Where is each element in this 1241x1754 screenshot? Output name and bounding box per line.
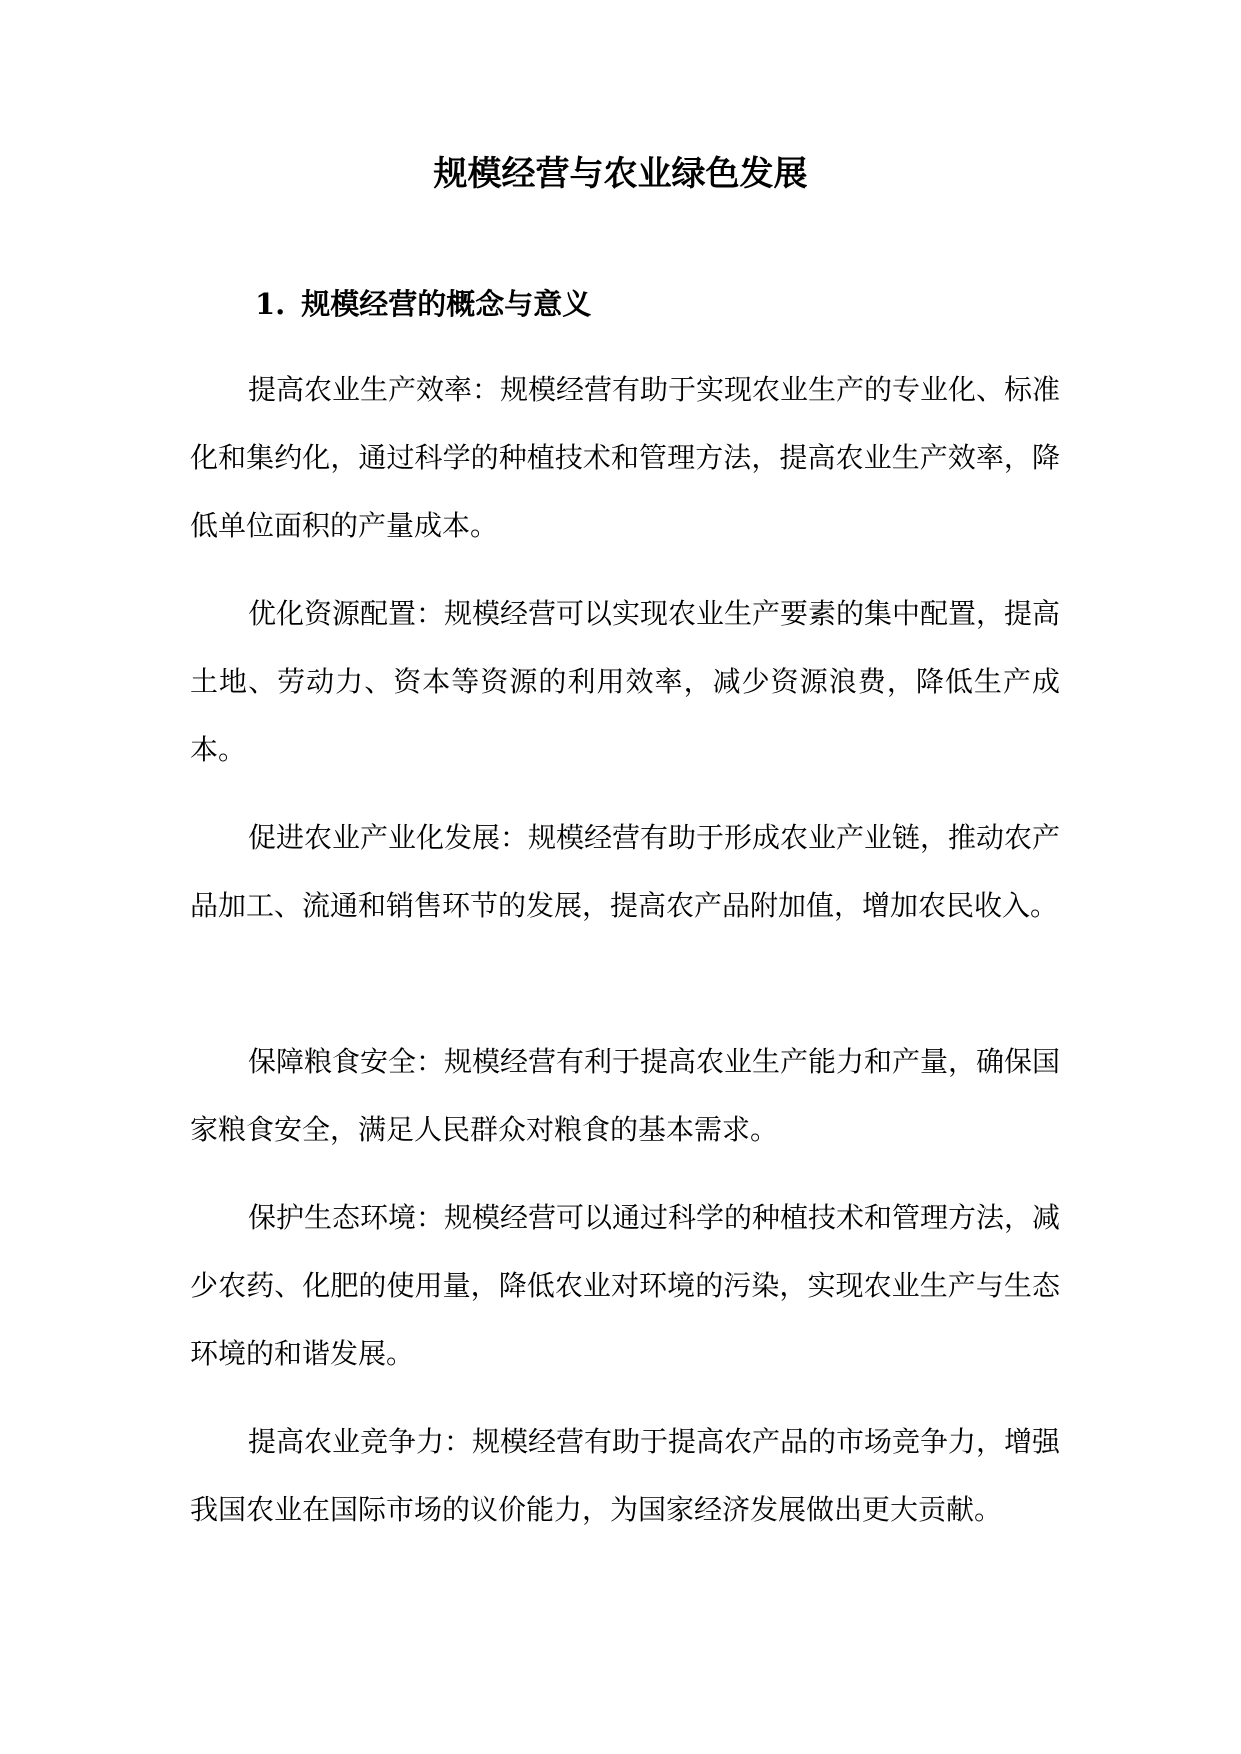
section-title: 规模经营的概念与意义 bbox=[301, 287, 592, 321]
paragraph-resource-allocation: 优化资源配置：规模经营可以实现农业生产要素的集中配置，提高土地、劳动力、资本等资源的利用效率，减少资源浪费，降低生产成本。 bbox=[190, 597, 1061, 766]
section-heading bbox=[255, 283, 591, 325]
paragraph-production-efficiency: 提高农业生产效率：规模经营有助于实现农业生产的专业化、标准化和集约化，通过科学的种植技术和管理方法，提高农业生产效率，降低单位面积的产量成本。 bbox=[190, 373, 1061, 542]
paragraph-competitiveness: 提高农业竞争力：规模经营有助于提高农产品的市场竞争力，增强我国农业在国际市场的议价能力，为国家经济发展做出更大贡献。 bbox=[190, 1425, 1061, 1526]
document-title: 规模经营与农业绿色发展 bbox=[433, 154, 808, 194]
paragraph-food-security: 保障粮食安全：规模经营有利于提高农业生产能力和产量，确保国家粮食安全，满足人民群众对粮食的基本需求。 bbox=[190, 1045, 1061, 1146]
paragraph-ecology-protection: 保护生态环境：规模经营可以通过科学的种植技术和管理方法，减少农药、化肥的使用量，降低农业对环境的污染，实现农业生产与生态环境的和谐发展。 bbox=[190, 1201, 1061, 1370]
section-number: 1. bbox=[255, 287, 286, 321]
paragraph-industrialization: 促进农业产业化发展：规模经营有助于形成农业产业链，推动农产品加工、流通和销售环节的发展，提高农产品附加值，增加农民收入。 bbox=[190, 821, 1061, 922]
